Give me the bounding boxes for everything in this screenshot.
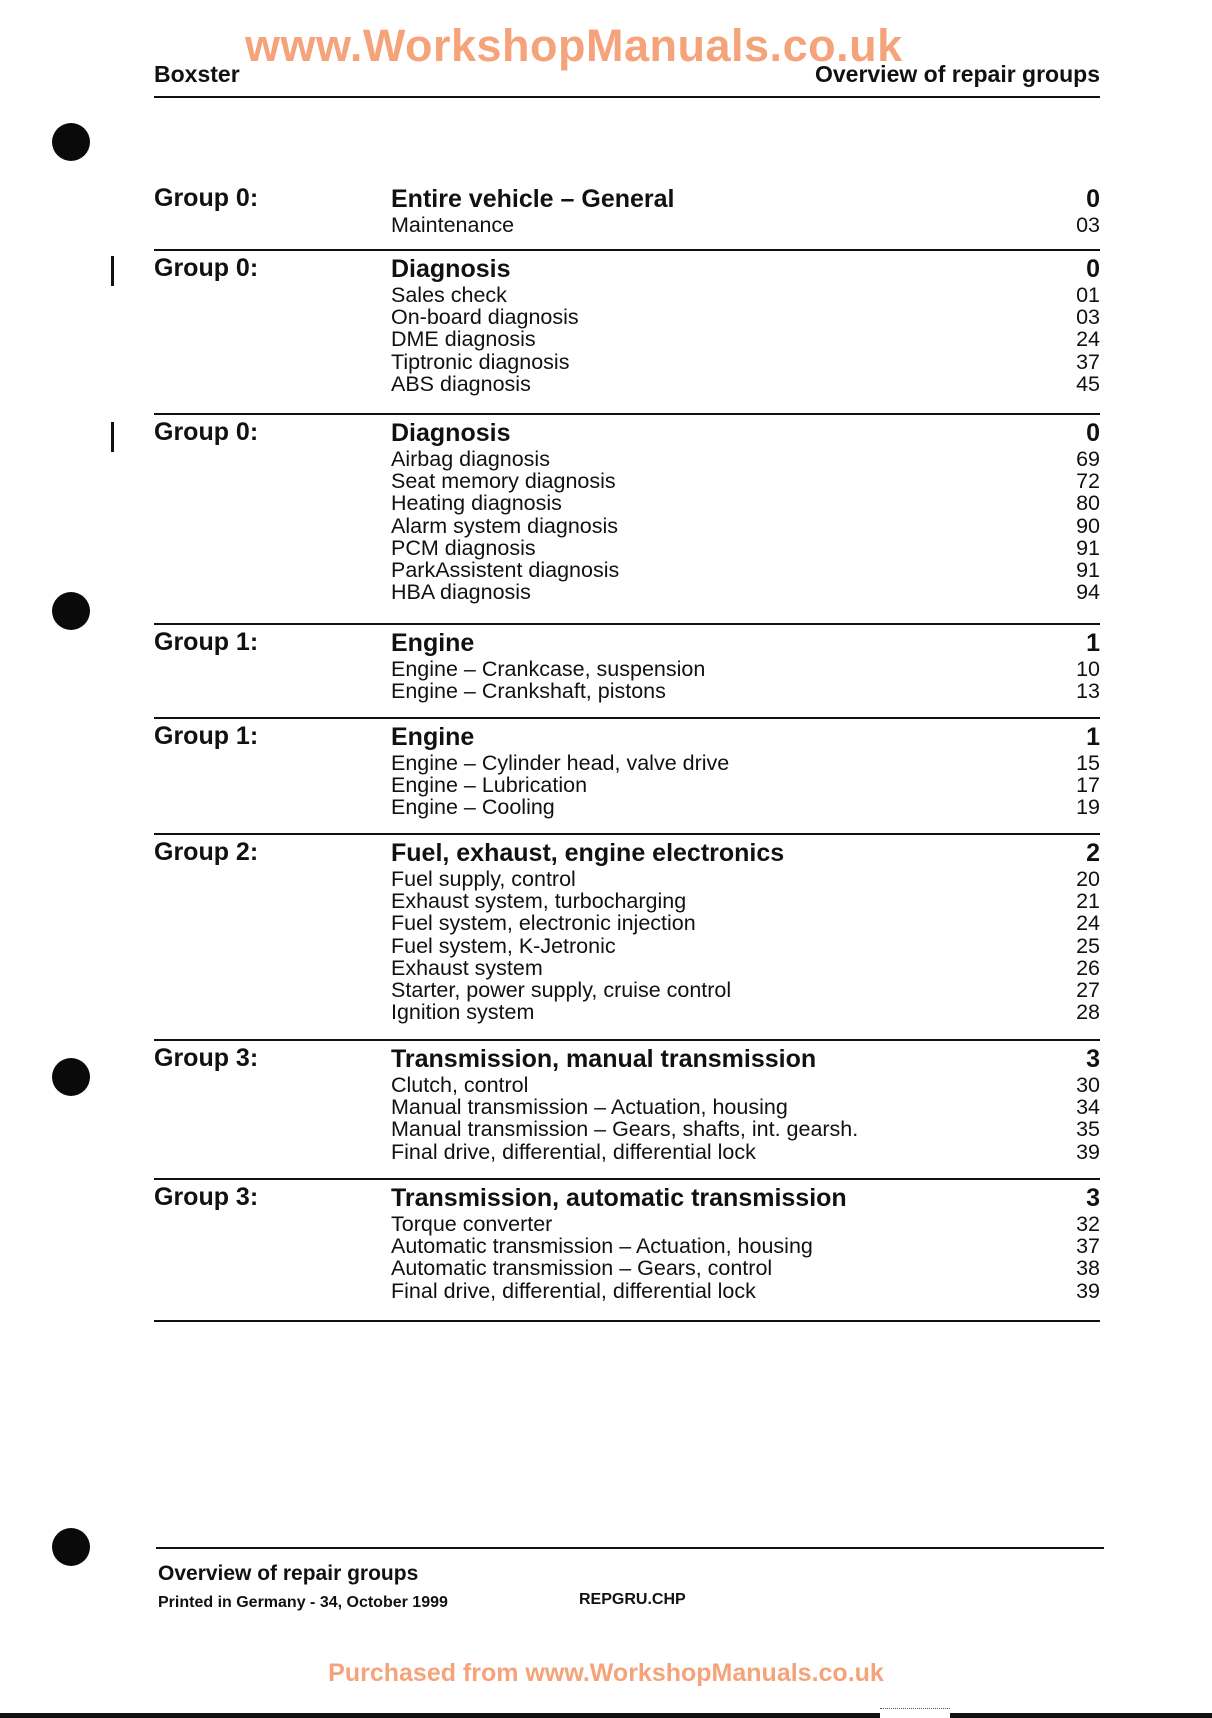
group-label: Group 0: <box>154 418 259 446</box>
repair-item <box>391 581 1100 603</box>
repair-item <box>391 658 1100 680</box>
repair-item <box>391 559 1100 581</box>
repair-item <box>391 1074 1100 1096</box>
repair-item <box>391 868 1100 890</box>
repair-item-code: 39 <box>1076 1278 1100 1303</box>
repair-item-name: Heating diagnosis <box>391 491 562 516</box>
group-title: Fuel, exhaust, engine electronics <box>391 839 785 867</box>
repair-item-name: Clutch, control <box>391 1073 529 1097</box>
repair-item-name: Final drive, differential, differential lock <box>391 1278 756 1303</box>
group-title: Transmission, automatic transmission <box>391 1184 847 1212</box>
repair-item-name: Airbag diagnosis <box>391 447 550 471</box>
repair-item-code: 21 <box>1076 889 1100 914</box>
group-divider <box>154 249 1100 251</box>
repair-item <box>391 890 1100 912</box>
repair-item-name: Automatic transmission – Gears, control <box>391 1256 773 1281</box>
repair-item <box>391 912 1100 934</box>
repair-item-code: 30 <box>1076 1073 1100 1097</box>
repair-item-code: 35 <box>1076 1117 1100 1142</box>
group-number: 2 <box>1086 839 1100 867</box>
group-label: Group 2: <box>154 838 259 866</box>
group-divider <box>154 1178 1100 1180</box>
repair-item-name: Final drive, differential, differential lock <box>391 1139 756 1164</box>
group-content <box>391 1183 1100 1302</box>
repair-item-code: 72 <box>1076 469 1100 494</box>
revision-bar <box>111 422 114 452</box>
group-number: 3 <box>1086 1184 1100 1212</box>
group-number: 3 <box>1086 1045 1100 1073</box>
group-number: 1 <box>1086 629 1100 657</box>
repair-item-name: HBA diagnosis <box>391 580 531 605</box>
repair-item <box>391 515 1100 537</box>
group-title: Transmission, manual transmission <box>391 1045 817 1073</box>
repair-item-name: Engine – Cooling <box>391 795 555 820</box>
repair-item <box>391 1213 1100 1235</box>
repair-item <box>391 935 1100 957</box>
group-divider <box>154 1320 1100 1322</box>
repair-item-name: Manual transmission – Actuation, housing <box>391 1095 788 1120</box>
repair-item <box>391 1280 1100 1302</box>
repair-item-code: 24 <box>1076 327 1100 352</box>
repair-item <box>391 351 1100 373</box>
repair-item-code: 94 <box>1076 580 1100 605</box>
repair-item-name: Fuel supply, control <box>391 867 576 891</box>
repair-item-name: ABS diagnosis <box>391 371 531 396</box>
repair-item <box>391 1001 1100 1023</box>
repair-item-name: Fuel system, K-Jetronic <box>391 933 616 958</box>
repair-item <box>391 492 1100 514</box>
group-divider <box>154 623 1100 625</box>
group-divider <box>154 1039 1100 1041</box>
repair-item-code: 15 <box>1076 751 1100 775</box>
repair-item <box>391 680 1100 702</box>
group-divider <box>154 717 1100 719</box>
footer-file: REPGRU.CHP <box>579 1591 686 1608</box>
header-section-title: Overview of repair groups <box>814 61 1100 87</box>
group-label: Group 3: <box>154 1044 259 1072</box>
repair-item <box>391 957 1100 979</box>
repair-item-code: 03 <box>1076 213 1100 237</box>
repair-item-code: 38 <box>1076 1256 1100 1281</box>
header-rule <box>154 96 1100 98</box>
bottom-mark <box>880 1708 950 1718</box>
header-model: Boxster <box>154 61 240 87</box>
group-label: Group 0: <box>154 184 259 212</box>
repair-item-code: 91 <box>1076 535 1100 560</box>
repair-item-name: PCM diagnosis <box>391 535 536 560</box>
repair-item <box>391 1257 1100 1279</box>
group-number: 0 <box>1086 185 1100 213</box>
repair-item <box>391 752 1100 774</box>
repair-item-name: Automatic transmission – Actuation, housing <box>391 1234 813 1259</box>
repair-item-code: 39 <box>1076 1139 1100 1164</box>
repair-item-code: 27 <box>1076 977 1100 1002</box>
repair-item <box>391 448 1100 470</box>
group-number: 0 <box>1086 255 1100 283</box>
group-label: Group 0: <box>154 254 259 282</box>
group-number: 1 <box>1086 723 1100 751</box>
repair-item-code: 90 <box>1076 513 1100 538</box>
repair-item-code: 25 <box>1076 933 1100 958</box>
repair-item <box>391 796 1100 818</box>
group-content <box>391 722 1100 819</box>
repair-item-code: 19 <box>1076 795 1100 820</box>
repair-item <box>391 470 1100 492</box>
repair-item-name: Torque converter <box>391 1212 553 1236</box>
repair-item <box>391 214 1100 236</box>
repair-item <box>391 979 1100 1001</box>
repair-item-code: 34 <box>1076 1095 1100 1120</box>
group-content <box>391 1044 1100 1163</box>
repair-item-name: DME diagnosis <box>391 327 536 352</box>
purchased-watermark: Purchased from www.WorkshopManuals.co.uk <box>328 1659 884 1687</box>
group-content <box>391 184 1100 236</box>
repair-item <box>391 1118 1100 1140</box>
repair-item-code: 03 <box>1076 305 1100 330</box>
repair-item-name: Ignition system <box>391 1000 535 1025</box>
group-content <box>391 254 1100 395</box>
repair-item <box>391 774 1100 796</box>
group-content <box>391 838 1100 1023</box>
repair-item-name: Starter, power supply, cruise control <box>391 977 732 1002</box>
group-number: 0 <box>1086 419 1100 447</box>
repair-item-code: 45 <box>1076 371 1100 396</box>
revision-bar <box>111 256 114 286</box>
group-label: Group 3: <box>154 1183 259 1211</box>
group-title: Engine <box>391 723 475 751</box>
repair-item <box>391 373 1100 395</box>
repair-item-name: Engine – Crankcase, suspension <box>391 657 706 681</box>
repair-item-name: Alarm system diagnosis <box>391 513 619 538</box>
repair-item <box>391 306 1100 328</box>
group-label: Group 1: <box>154 628 259 656</box>
repair-item <box>391 1235 1100 1257</box>
watermark: www.WorkshopManuals.co.uk <box>245 20 903 71</box>
group-title: Entire vehicle – General <box>391 185 675 213</box>
group-divider <box>154 833 1100 835</box>
repair-item-name: Exhaust system <box>391 955 543 980</box>
repair-item-code: 69 <box>1076 447 1100 471</box>
repair-item-name: Fuel system, electronic injection <box>391 911 696 936</box>
repair-item-name: On-board diagnosis <box>391 305 579 330</box>
repair-item-code: 32 <box>1076 1212 1100 1236</box>
group-content <box>391 628 1100 702</box>
bottom-bar <box>0 1713 1212 1718</box>
footer-rule <box>156 1547 1104 1549</box>
repair-item-name: Seat memory diagnosis <box>391 469 616 494</box>
repair-item-code: 37 <box>1076 1234 1100 1259</box>
repair-item-code: 37 <box>1076 349 1100 374</box>
repair-item-code: 10 <box>1076 657 1100 681</box>
repair-item-code: 20 <box>1076 867 1100 891</box>
repair-item <box>391 1141 1100 1163</box>
repair-item-code: 17 <box>1076 773 1100 798</box>
repair-item-name: Exhaust system, turbocharging <box>391 889 687 914</box>
repair-item-code: 24 <box>1076 911 1100 936</box>
repair-item-code: 91 <box>1076 557 1100 582</box>
repair-item <box>391 328 1100 350</box>
group-label: Group 1: <box>154 722 259 750</box>
punch-hole <box>52 592 90 630</box>
punch-hole <box>52 1528 90 1566</box>
repair-item-code: 80 <box>1076 491 1100 516</box>
footer-printed: Printed in Germany - 34, October 1999 <box>158 1594 448 1611</box>
repair-item <box>391 537 1100 559</box>
group-title: Diagnosis <box>391 255 511 283</box>
repair-item-name: Engine – Cylinder head, valve drive <box>391 751 730 775</box>
group-title: Diagnosis <box>391 419 511 447</box>
repair-item-name: Engine – Lubrication <box>391 773 588 798</box>
group-divider <box>154 413 1100 415</box>
footer-title: Overview of repair groups <box>158 1562 419 1585</box>
repair-item-name: Tiptronic diagnosis <box>391 349 570 374</box>
repair-item <box>391 284 1100 306</box>
repair-item-name: Engine – Crankshaft, pistons <box>391 679 666 704</box>
repair-item-code: 01 <box>1076 283 1100 307</box>
group-content <box>391 418 1100 603</box>
repair-item-name: Maintenance <box>391 213 515 237</box>
repair-item-code: 26 <box>1076 955 1100 980</box>
repair-item-name: ParkAssistent diagnosis <box>391 557 620 582</box>
repair-item-name: Manual transmission – Gears, shafts, int. gearsh. <box>391 1117 859 1142</box>
punch-hole <box>52 123 90 161</box>
repair-item-name: Sales check <box>391 283 507 307</box>
repair-item-code: 13 <box>1076 679 1100 704</box>
repair-item-code: 28 <box>1076 1000 1100 1025</box>
repair-item <box>391 1096 1100 1118</box>
group-title: Engine <box>391 629 475 657</box>
punch-hole <box>52 1058 90 1096</box>
